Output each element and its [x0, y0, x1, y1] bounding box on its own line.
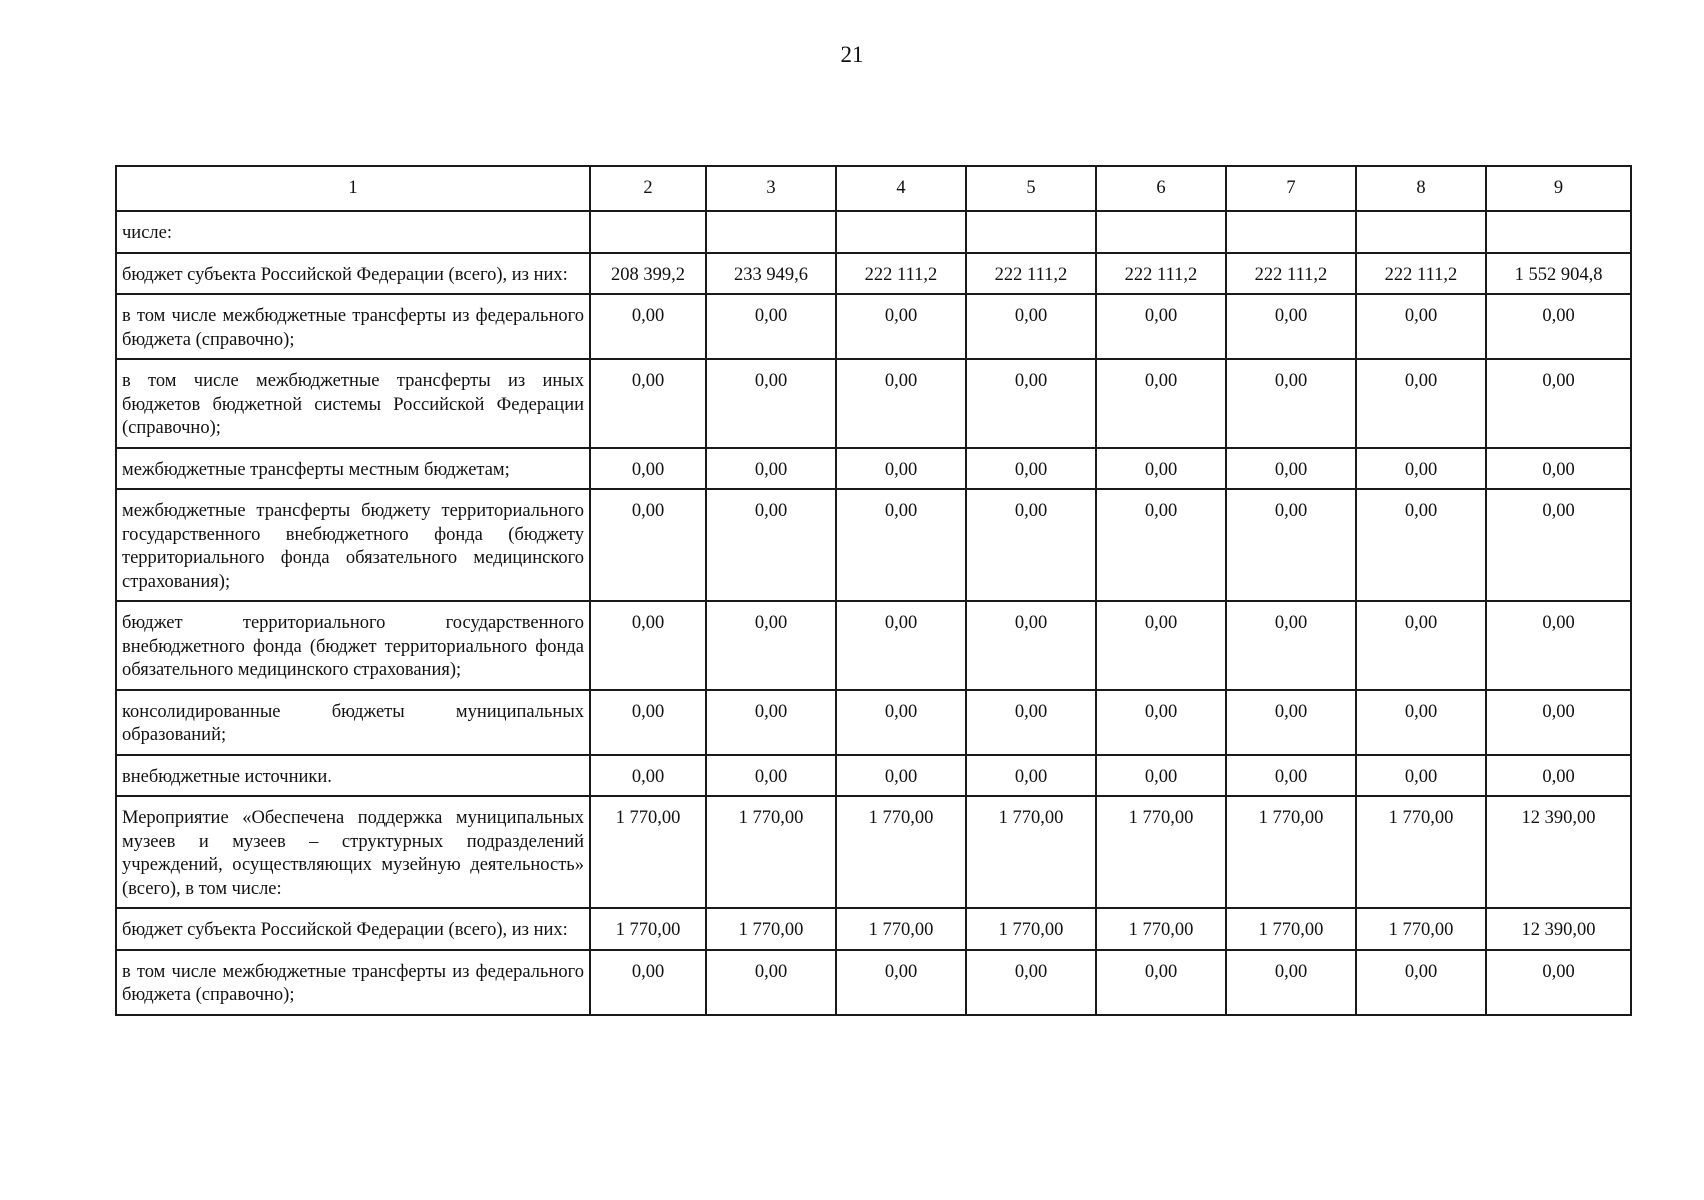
table-cell: 1 770,00 — [1226, 908, 1356, 950]
column-number: 6 — [1096, 166, 1226, 211]
table-cell: 1 770,00 — [836, 796, 966, 908]
table-cell: 0,00 — [966, 359, 1096, 448]
row-label: бюджет территориального государственного внебюджетного фонда (бюджет территориального фонда обязательного медицинского страхования); — [116, 601, 590, 690]
budget-table — [115, 165, 1632, 1016]
table-cell: 0,00 — [1096, 690, 1226, 755]
table-cell: 0,00 — [836, 601, 966, 690]
table-cell: 0,00 — [836, 294, 966, 359]
table-row — [116, 796, 1631, 908]
table-cell: 1 770,00 — [1096, 796, 1226, 908]
table-cell: 0,00 — [966, 950, 1096, 1015]
table-cell: 1 770,00 — [966, 908, 1096, 950]
table-cell: 0,00 — [1226, 359, 1356, 448]
column-number: 2 — [590, 166, 706, 211]
table-cell: 0,00 — [590, 359, 706, 448]
table-row — [116, 601, 1631, 690]
table-cell: 0,00 — [1096, 359, 1226, 448]
table-cell: 0,00 — [706, 489, 836, 601]
table-cell: 222 111,2 — [1096, 253, 1226, 295]
column-number: 4 — [836, 166, 966, 211]
row-label: в том числе межбюджетные трансферты из федерального бюджета (справочно); — [116, 950, 590, 1015]
table-cell: 1 770,00 — [1226, 796, 1356, 908]
table-cell: 0,00 — [1226, 489, 1356, 601]
table-cell: 0,00 — [590, 950, 706, 1015]
table-cell: 0,00 — [1226, 601, 1356, 690]
table-row — [116, 908, 1631, 950]
table-cell: 0,00 — [590, 294, 706, 359]
table-cell: 0,00 — [836, 489, 966, 601]
table-cell: 0,00 — [1096, 755, 1226, 797]
table-cell: 222 111,2 — [1226, 253, 1356, 295]
table-cell — [1226, 211, 1356, 253]
column-number: 9 — [1486, 166, 1631, 211]
table-cell: 0,00 — [1486, 294, 1631, 359]
table-cell: 0,00 — [1356, 601, 1486, 690]
table-row — [116, 211, 1631, 253]
table-cell: 0,00 — [1226, 690, 1356, 755]
table-cell: 0,00 — [966, 601, 1096, 690]
table-row — [116, 755, 1631, 797]
table-row — [116, 448, 1631, 490]
table-cell: 0,00 — [1356, 489, 1486, 601]
table-cell: 0,00 — [1096, 448, 1226, 490]
table-cell: 0,00 — [590, 448, 706, 490]
table-cell: 0,00 — [1226, 294, 1356, 359]
table-cell: 0,00 — [836, 950, 966, 1015]
table-cell: 0,00 — [966, 690, 1096, 755]
column-number: 8 — [1356, 166, 1486, 211]
table-cell: 0,00 — [1356, 755, 1486, 797]
table-row — [116, 294, 1631, 359]
table-cell — [706, 211, 836, 253]
table-cell: 0,00 — [1486, 489, 1631, 601]
table-cell: 1 770,00 — [1096, 908, 1226, 950]
table-cell: 1 770,00 — [590, 796, 706, 908]
table-cell: 0,00 — [706, 448, 836, 490]
table-row — [116, 950, 1631, 1015]
table-cell: 0,00 — [836, 359, 966, 448]
table-cell: 0,00 — [1226, 950, 1356, 1015]
row-label: в том числе межбюджетные трансферты из иных бюджетов бюджетной системы Российской Федерации (справочно); — [116, 359, 590, 448]
table-cell: 1 770,00 — [706, 796, 836, 908]
table-cell: 0,00 — [706, 755, 836, 797]
page-number: 21 — [840, 42, 864, 67]
table-cell: 0,00 — [590, 601, 706, 690]
table-cell: 222 111,2 — [966, 253, 1096, 295]
table-cell: 0,00 — [1486, 448, 1631, 490]
table-cell: 1 770,00 — [1356, 796, 1486, 908]
table-cell: 0,00 — [966, 448, 1096, 490]
column-number-row — [116, 166, 1631, 211]
table-cell: 0,00 — [836, 448, 966, 490]
table-cell: 233 949,6 — [706, 253, 836, 295]
table-cell: 0,00 — [706, 601, 836, 690]
row-label: числе: — [116, 211, 590, 253]
column-number: 1 — [116, 166, 590, 211]
table-cell: 0,00 — [836, 690, 966, 755]
table-cell: 0,00 — [836, 755, 966, 797]
table-cell: 1 770,00 — [966, 796, 1096, 908]
table-cell: 12 390,00 — [1486, 796, 1631, 908]
table-cell: 1 770,00 — [590, 908, 706, 950]
table-cell — [1356, 211, 1486, 253]
table-cell — [836, 211, 966, 253]
table-cell: 0,00 — [1486, 359, 1631, 448]
column-number: 7 — [1226, 166, 1356, 211]
table-cell: 1 770,00 — [1356, 908, 1486, 950]
table-cell: 0,00 — [1356, 950, 1486, 1015]
table-cell — [966, 211, 1096, 253]
row-label: межбюджетные трансферты бюджету территориального государственного внебюджетного фонда (бюджету территориального фонда обязательного медицинского страхования); — [116, 489, 590, 601]
column-number: 5 — [966, 166, 1096, 211]
row-label: в том числе межбюджетные трансферты из федерального бюджета (справочно); — [116, 294, 590, 359]
row-label: Мероприятие «Обеспечена поддержка муниципальных музеев и музеев – структурных подразделений учреждений, осуществляющих музейную деятельность» (всего), в том числе: — [116, 796, 590, 908]
table-cell: 0,00 — [1486, 755, 1631, 797]
row-label: внебюджетные источники. — [116, 755, 590, 797]
table-cell: 0,00 — [1356, 294, 1486, 359]
table-cell: 0,00 — [966, 489, 1096, 601]
table-cell: 222 111,2 — [836, 253, 966, 295]
table-cell: 0,00 — [1226, 755, 1356, 797]
table-cell: 12 390,00 — [1486, 908, 1631, 950]
table-cell: 0,00 — [1486, 601, 1631, 690]
table-cell: 0,00 — [706, 950, 836, 1015]
row-label: межбюджетные трансферты местным бюджетам; — [116, 448, 590, 490]
table-cell: 208 399,2 — [590, 253, 706, 295]
table-cell: 0,00 — [706, 359, 836, 448]
table-cell: 0,00 — [1226, 448, 1356, 490]
table-cell: 222 111,2 — [1356, 253, 1486, 295]
table-cell: 0,00 — [1096, 601, 1226, 690]
table-cell: 0,00 — [1096, 950, 1226, 1015]
table-row — [116, 359, 1631, 448]
table-row — [116, 253, 1631, 295]
table-row — [116, 489, 1631, 601]
table-cell: 1 770,00 — [706, 908, 836, 950]
table-cell: 0,00 — [966, 294, 1096, 359]
row-label: консолидированные бюджеты муниципальных образований; — [116, 690, 590, 755]
table-cell: 1 770,00 — [836, 908, 966, 950]
table-cell: 0,00 — [1486, 950, 1631, 1015]
table-cell: 0,00 — [966, 755, 1096, 797]
table-cell — [1486, 211, 1631, 253]
column-number: 3 — [706, 166, 836, 211]
table-cell: 0,00 — [706, 294, 836, 359]
table-cell: 0,00 — [1486, 690, 1631, 755]
table-cell: 0,00 — [1356, 690, 1486, 755]
table-cell: 0,00 — [590, 489, 706, 601]
table-cell: 0,00 — [706, 690, 836, 755]
row-label: бюджет субъекта Российской Федерации (всего), из них: — [116, 908, 590, 950]
table-body — [116, 166, 1631, 1015]
table-cell: 0,00 — [1096, 489, 1226, 601]
table-cell — [590, 211, 706, 253]
table-row — [116, 690, 1631, 755]
table-cell: 0,00 — [590, 755, 706, 797]
row-label: бюджет субъекта Российской Федерации (всего), из них: — [116, 253, 590, 295]
table-cell — [1096, 211, 1226, 253]
table-cell: 1 552 904,8 — [1486, 253, 1631, 295]
table-cell: 0,00 — [1096, 294, 1226, 359]
table-cell: 0,00 — [1356, 359, 1486, 448]
table-cell: 0,00 — [1356, 448, 1486, 490]
table-cell: 0,00 — [590, 690, 706, 755]
